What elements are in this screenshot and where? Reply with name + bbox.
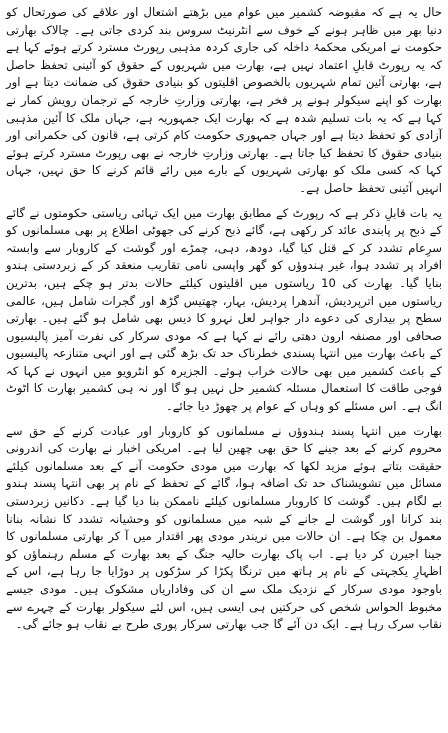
article-paragraph-2: یہ بات قابلِ ذکر ہے کہ رپورٹ کے مطابق بھارت میں ایک تہائی ریاستی حکومتوں نے گائے کے ذبح پر پابندی عائد کر رکھی ہے، گائے ذبح کرنے کی جھوٹی اطلاع پر بھی مسلمانوں کو سرِعام تشدد کر کے قتل کیا گیا، دودھ، دہی، چمڑے اور گوشت کے کاروبار سے وابستہ افراد پر تشدد ہوا، غیر ہندوؤں کو گھر واپسی نامی تقاریب منعقد کر کے زبردستی ہندو بنایا گیا۔ بھارت کی 10 ریاستوں میں اقلیتوں کیلئے حالات بدتر ہو چکے ہیں، بدترین ریاستوں میں اترپردیش، آندھرا پردیش، بہار، چھتیس گڑھ اور گجرات شامل ہیں، عالمی سطح پر بیداری کی دعوے دار جواہر لعل نہرو کا دیس بھی شامل ہو گئے ہیں۔ بھارتی صحافی اور مصنفہ ارون دھتی رائے نے کہا ہے کہ مودی سرکار کی نفرت آمیز پالیسیوں کے باعث بھارت میں انتہا پسندی خطرناک حد تک بڑھ گئی ہے اور انہی متنازعہ پالیسیوں کے باعث کشمیر میں بھی حالات خراب ہوئے۔ الجزیرہ کو انٹرویو میں انہوں نے کہا کہ فوجی طاقت کا استعمال مسئلہ کشمیر حل نہیں ہو گا اور نہ ہی کشمیر بھارت کا اٹوٹ انگ ہے۔ اس مسئلے کو وہاں کے عوام پر چھوڑ دیا جائے۔ <box>6 205 443 414</box>
article-paragraph-3: بھارت میں انتہا پسند ہندوؤں نے مسلمانوں کو کاروبار اور عبادت کرنے کے حق سے محروم کرنے کے بعد جینے کا حق بھی چھین لیا ہے۔ امریکی اخبار نے بھارت کی اندرونی حقیقت بتاتے ہوئے مزید لکھا کہ بھارت میں مودی حکومت آنے کے بعد مسلمانوں کیلئے مسائل میں تشویشناک حد تک اضافہ ہوا، گائے کے تحفظ کے نام پر بھی انتہا پسند ہندو بے لگام ہیں۔ گوشت کا کاروبار مسلمانوں کیلئے ناممکن بنا دیا گیا ہے۔ دکانیں زبردستی بند کرانا اور گوشت لے جانے کے شبہ میں مسلمانوں کو وحشیانہ تشدد کا نشانہ بنانا معمول بن چکا ہے۔ ان حالات میں نریندر مودی پھر اقتدار میں آ کر بھارتی مسلمانوں کا جینا اجیرن کر دیا ہے۔ اب پاک بھارت حالیہ جنگ کے بعد بھارت کے مسلم رہنماؤں کو اظہارِ یکجہتی کے نام پر ہاتھ میں ترنگا پکڑا کر سڑکوں پر دوڑایا جا رہا ہے، اس کے باوجود مودی سرکار کے نزدیک ملک سے ان کی وفاداریاں مشکوک ہیں۔ مودی جیسے مخبوط الحواس شخص کی حرکتیں ہی ایسی ہیں، اس لئے سیکولر بھارت کے چہرے سے نقاب سرک رہا ہے۔ ایک دن آئے گا جب بھارتی سرکار پوری طرح بے نقاب ہو جائے گی۔ <box>6 423 442 632</box>
article-paragraph-1: حال یہ ہے کہ مقبوضہ کشمیر میں عوام میں بڑھتے اشتعال اور علاقے کی صورتحال کو دنیا بھر میں ظاہر ہونے کے خوف سے انٹرنیٹ سروس بند کردی جاتی ہے۔ چالاک بھارتی حکومت نے امریکی محکمۂ داخلہ کی جاری کردہ مذہبی رپورٹ مسترد کرتے ہوئے کہا ہے کہ یہ رپورٹ قابلِ اعتماد نہیں ہے، بھارت میں شہریوں کے حقوق کو آئینی تحفظ حاصل ہے، بھارتی آئین تمام شہریوں بالخصوص اقلیتوں کو بنیادی حقوق کی ضمانت دیتا ہے اور بھارت کو اپنے سیکولر ہونے پر فخر ہے، بھارتی وزارتِ خارجہ کے ترجمان رویش کمار نے کہا ہے کہ یہ بات تسلیم شدہ ہے کہ بھارت ایک جمہوریہ ہے، جہاں ملک کا آئین مذہبی آزادی کو تحفظ دیتا ہے اور جہاں جمہوری حکومت کام کرتی ہے، قانون کی حکمرانی اور بنیادی حقوق کا تحفظ کیا جاتا ہے۔ بھارتی وزارتِ خارجہ نے بھی رپورٹ مسترد کرتے ہوئے کہا کہ کسی ملک کو بھارتی شہریوں کے بارے میں رائے قائم کرنے کا حق نہیں، جہاں انہیں آئینی تحفظ حاصل ہے۔ <box>6 5 442 195</box>
